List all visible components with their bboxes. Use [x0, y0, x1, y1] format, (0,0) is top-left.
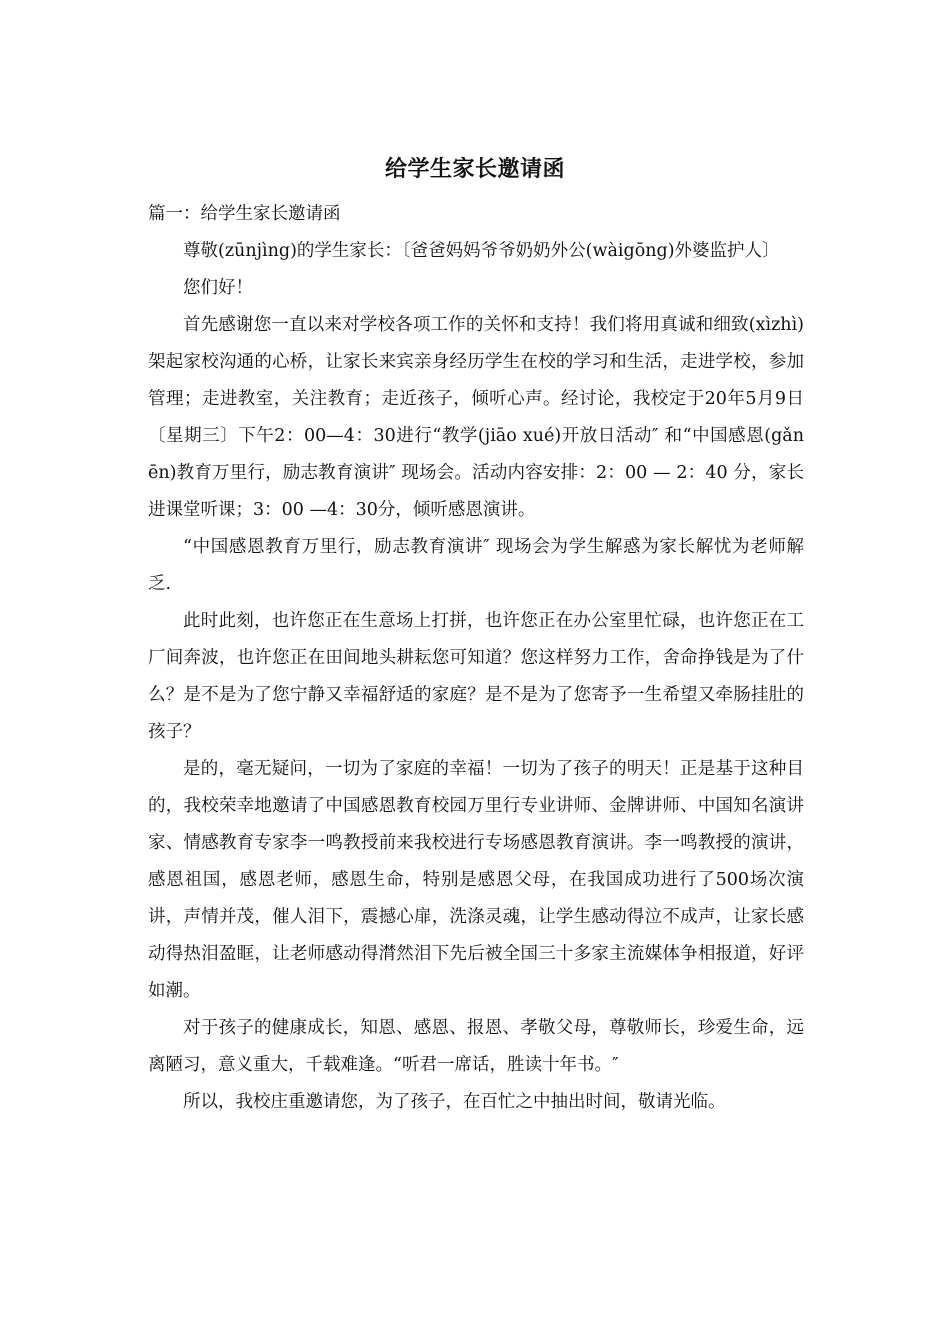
salutation-paragraph: 尊敬(zūnjìng)的学生家长：〔爸爸妈妈爷爷奶奶外公(wàigōng)外婆监护人〕	[183, 241, 780, 261]
document-body	[148, 196, 804, 1121]
body-paragraph: 首先感谢您一直以来对学校各项工作的关怀和支持！我们将用真诚和细致(xìzhì)架起家校沟通的心桥，让家长来宾亲身经历学生在校的学习和生活，走进学校，参加管理；走进教室，关注教育；走近孩子，倾听心声。经讨论，我校定于20年5月9日〔星期三〕下午2：00—4：30进行“教学(jiāo xué)开放日活动″ 和“中国感恩(gǎn ēn)教育万里行，励志教育演讲″ 现场会。活动内容安排：2：00 — 2：40 分，家长进课堂听课；3：00 —4：30分，倾听感恩演讲。	[148, 315, 804, 520]
body-paragraph: 此时此刻，也许您正在生意场上打拼，也许您正在办公室里忙碌，也许您正在工厂间奔波，也许您正在田间地头耕耘您可知道？您这样努力工作，舍命挣钱是为了什么？是不是为了您宁静又幸福舒适的家庭？是不是为了您寄予一生希望又牵肠挂肚的孩子？	[148, 611, 804, 742]
body-paragraph: 对于孩子的健康成长，知恩、感恩、报恩、孝敬父母，尊敬师长，珍爱生命，远离陋习，意义重大，千载难逢。“听君一席话，胜读十年书。″	[148, 1018, 804, 1075]
section-heading: 篇一：给学生家长邀请函	[148, 204, 341, 224]
closing-paragraph: 所以，我校庄重邀请您，为了孩子，在百忙之中抽出时间，敬请光临。	[183, 1092, 726, 1112]
document-title: 给学生家长邀请函	[384, 157, 565, 182]
body-paragraph: “中国感恩教育万里行，励志教育演讲″ 现场会为学生解惑为家长解忧为老师解乏.	[148, 537, 804, 594]
body-paragraph: 是的，毫无疑问，一切为了家庭的幸福！一切为了孩子的明天！正是基于这种目的，我校荣幸地邀请了中国感恩教育校园万里行专业讲师、金牌讲师、中国知名演讲家、情感教育专家李一鸣教授前来我校进行专场感恩教育演讲。李一鸣教授的演讲，感恩祖国，感恩老师，感恩生命，特别是感恩父母，在我国成功进行了500场次演讲，声情并茂，催人泪下，震撼心扉，洗涤灵魂，让学生感动得泣不成声，让家长感动得热泪盈眶，让老师感动得潸然泪下先后被全国三十多家主流媒体争相报道，好评如潮。	[148, 759, 804, 1001]
greeting-paragraph: 您们好！	[183, 278, 253, 298]
